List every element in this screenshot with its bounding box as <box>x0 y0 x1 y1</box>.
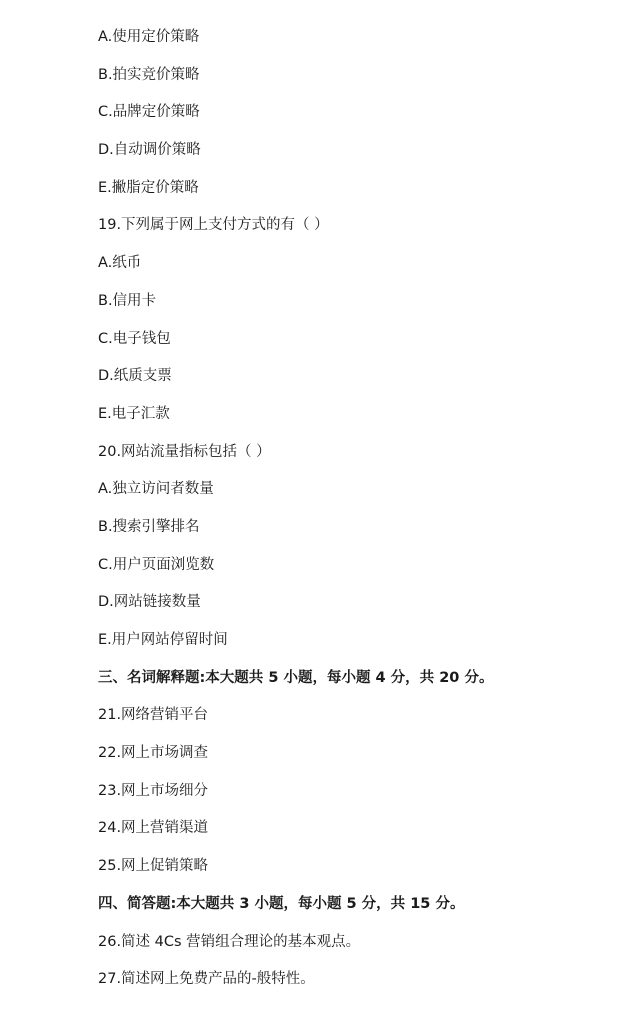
q19-option-c: C.电子钱包 <box>98 330 171 347</box>
q20-option-d: D.网站链接数量 <box>98 594 201 611</box>
section-4-heading: 四、简答题:本大题共 3 小题，每小题 5 分，共 15 分。 <box>98 895 465 912</box>
option-d-pricing: D.自动调价策略 <box>98 142 201 159</box>
q20-option-e: E.用户网站停留时间 <box>98 632 228 648</box>
q19-option-d: D.纸质支票 <box>98 368 172 385</box>
question-19: 19.下列属于网上支付方式的有（ ） <box>98 217 329 234</box>
q19-option-a: A.纸币 <box>98 255 142 272</box>
q20-option-c: C.用户页面浏览数 <box>98 556 215 573</box>
option-b-pricing: B.拍实竞价策略 <box>98 66 200 83</box>
question-27: 27.简述网上免费产品的-般特性。 <box>98 971 315 988</box>
section-3-heading: 三、名词解释题:本大题共 5 小题，每小题 4 分，共 20 分。 <box>98 669 494 686</box>
option-a-pricing: A.使用定价策略 <box>98 29 200 45</box>
question-25: 25.网上促销策略 <box>98 858 209 875</box>
q19-option-b: B.信用卡 <box>98 292 157 309</box>
option-c-pricing: C.品牌定价策略 <box>98 104 200 121</box>
option-e-pricing: E.撇脂定价策略 <box>98 179 199 196</box>
q20-option-a: A.独立访问者数量 <box>98 481 214 498</box>
q20-option-b: B.搜索引擎排名 <box>98 518 200 535</box>
question-21: 21.网络营销平台 <box>98 707 209 724</box>
question-22: 22.网上市场调查 <box>98 745 209 762</box>
question-23: 23.网上市场细分 <box>98 782 209 799</box>
question-24: 24.网上营销渠道 <box>98 820 209 837</box>
question-26: 26.简述 4Cs 营销组合理论的基本观点。 <box>98 933 361 950</box>
question-20: 20.网站流量指标包括（ ） <box>98 443 271 460</box>
question-list <box>98 26 618 1006</box>
q19-option-e: E.电子汇款 <box>98 405 170 422</box>
